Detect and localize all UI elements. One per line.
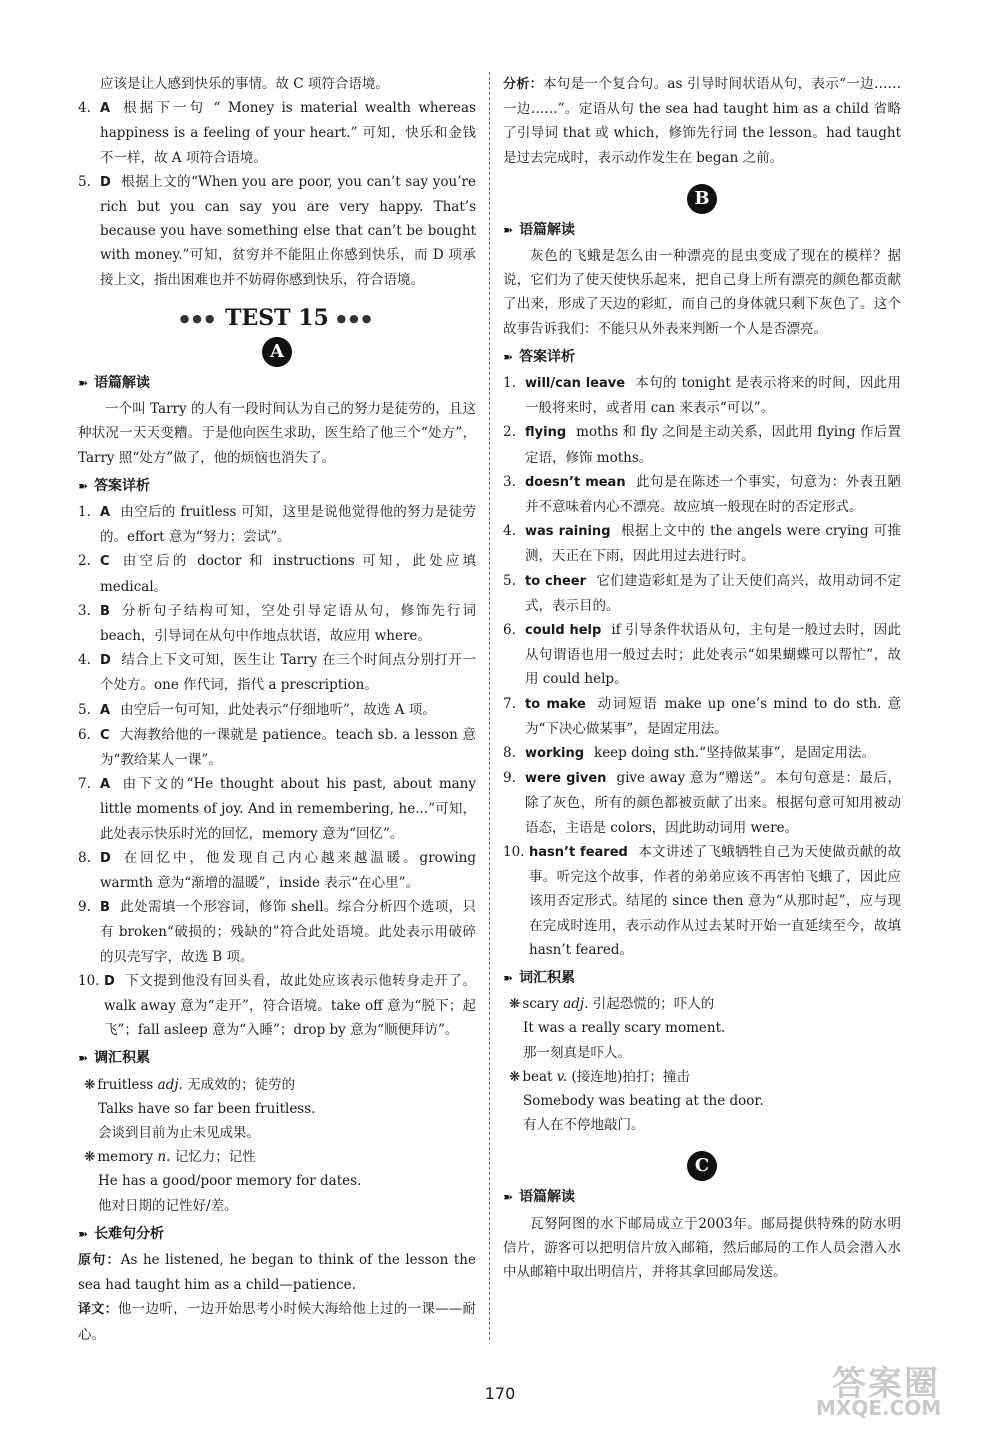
section-heading-text: 语篇解读 xyxy=(519,221,576,238)
vocab-word: beat xyxy=(522,1068,553,1085)
answer-item xyxy=(78,969,476,1043)
right-column xyxy=(503,72,901,1284)
section-arrow-icon: ➽ xyxy=(503,970,514,985)
item-number: 10. xyxy=(78,972,100,989)
reading-summary: 灰色的飞蛾是怎么由一种漂亮的昆虫变成了现在的模样？据说，它们为了使天使快乐起来，把自己身上所有漂亮的颜色都贡献了出来，形成了天边的彩虹，而自己的身体就只剩下灰色了。这个故事告诉我们：不能只从外表来判断一个人是否漂亮。 xyxy=(503,248,901,337)
item-number: 8. xyxy=(503,745,516,762)
answer-item xyxy=(503,470,901,519)
original-sentence xyxy=(78,1248,476,1297)
answer-key: B xyxy=(100,603,110,619)
section-arrow-icon: ➽ xyxy=(78,1051,89,1066)
section-heading-long-sentence xyxy=(78,1222,476,1246)
item-number: 6. xyxy=(503,622,516,639)
answer-item xyxy=(78,96,476,170)
vocab-meaning: 记忆力；记性 xyxy=(174,1149,256,1166)
answer-explanation: keep doing sth.“坚持做某事”，是固定用法。 xyxy=(594,745,875,762)
item-number: 1. xyxy=(78,503,91,520)
vocab-pos: adj. xyxy=(157,1076,183,1093)
section-heading-text: 调汇积累 xyxy=(94,1050,151,1067)
item-number: 6. xyxy=(78,726,91,743)
vocab-meaning: 无成效的；徒劳的 xyxy=(187,1076,296,1093)
translation xyxy=(78,1297,476,1346)
test-heading xyxy=(78,306,476,331)
vocab-example-cn: 有人在不停地敲门。 xyxy=(523,1117,645,1134)
answer-explanation: 本句的 tonight 是表示将来的时间，因此用一般将来时，或者用 can 来表示“可以”。 xyxy=(525,375,901,417)
answer-explanation: 此句是在陈述一个事实，句意为：外表丑陋并不意味着内心不漂亮。故应填一般现在时的否定形式。 xyxy=(525,473,901,516)
vocab-example-cn: 那一刻真是吓人。 xyxy=(523,1044,631,1061)
answer-explanation: 动词短语 make up one’s mind to do sth. 意为“下决心做某事”，是固定用法。 xyxy=(525,695,901,737)
item-number: 3. xyxy=(78,602,91,619)
answer-key: to cheer xyxy=(525,573,587,589)
item-number: 1. xyxy=(503,375,516,392)
vocab-meaning: (接连地)拍打；撞击 xyxy=(571,1068,690,1085)
answer-key: A xyxy=(100,777,111,793)
answer-item xyxy=(503,371,901,420)
star-icon: ❋ xyxy=(509,1068,521,1085)
section-arrow-icon: ➽ xyxy=(503,1190,514,1205)
answer-item xyxy=(78,723,476,772)
star-icon: ❋ xyxy=(84,1149,96,1166)
answer-key: C xyxy=(100,554,110,570)
section-heading-reading xyxy=(78,371,476,395)
analysis-label: 分析： xyxy=(503,77,543,92)
answer-key: A xyxy=(100,101,111,117)
answer-explanation: if 引导条件状语从句，主句是一般过去时，因此从句谓语也用一般过去时；此处表示“如果蝴蝶可以帮忙”，故用 could help。 xyxy=(525,622,902,688)
answer-key: C xyxy=(100,727,110,743)
answer-key: D xyxy=(104,973,115,989)
answer-explanation: 它们建造彩虹是为了让天使们高兴，故用动词不定式，表示目的。 xyxy=(525,572,901,614)
vocab-example: It was a really scary moment. xyxy=(523,1020,726,1037)
vocab-example: Somebody was beating at the door. xyxy=(523,1092,764,1109)
answer-explanation: 根据上文的“When you are poor, you can’t say you’re rich but you can say you are very happy. That’s because you have something else that can’t be bought with money.”可知，贫穷并不能阻止你感到快乐，而 D 项承接上文，指出困难也并不妨碍你感到快乐，符合语境。 xyxy=(100,173,476,288)
watermark-url: MXQE.COM xyxy=(816,1396,942,1420)
passage-badge-a: A xyxy=(262,337,292,367)
test-title: TEST 15 xyxy=(225,304,329,331)
item-number: 10. xyxy=(503,843,525,860)
answer-key: was raining xyxy=(525,524,611,540)
vocab-example: He has a good/poor memory for dates. xyxy=(98,1173,362,1190)
reading-summary: 瓦努阿图的水下邮局成立于2003年。邮局提供特殊的防水明信片，游客可以把明信片放入邮箱，然后邮局的工作人员会潜入水中从邮箱中取出明信片，并将其拿回邮局发送。 xyxy=(503,1215,901,1280)
answer-explanation: 由空后一句可知，此处表示“仔细地听”，故选 A 项。 xyxy=(120,701,436,718)
answer-item xyxy=(503,420,901,469)
section-heading-text: 语篇解读 xyxy=(94,374,151,391)
answer-key: D xyxy=(100,653,111,669)
section-heading-vocab xyxy=(78,1046,476,1070)
passage-badge-c: C xyxy=(687,1151,717,1181)
answer-item xyxy=(78,599,476,648)
answer-explanation: 大海教给他的一课就是 patience。teach sb. a lesson 意为“教给某人一课”。 xyxy=(100,726,476,768)
answer-key: A xyxy=(100,504,111,520)
answer-key: B xyxy=(100,900,110,916)
vocab-example-cn: 他对日期的记性好/差。 xyxy=(98,1197,238,1214)
answer-explanation: give away 意为“赠送”。本句句意是：最后，除了灰色，所有的颜色都被贡献了出来。根据句意可知用被动语态，主语是 colors，因此助动词用 were。 xyxy=(525,770,901,836)
passage-badge-b: B xyxy=(687,184,717,214)
section-heading-reading xyxy=(503,218,901,242)
section-heading-text: 答案详析 xyxy=(94,477,151,494)
answer-item xyxy=(78,895,476,969)
answer-key: working xyxy=(525,746,585,762)
item-number: 3. xyxy=(503,473,516,490)
section-heading-text: 答案详析 xyxy=(519,348,576,365)
vocab-entry xyxy=(503,992,901,1065)
item-number: 9. xyxy=(78,899,91,916)
vocab-headword xyxy=(509,1065,901,1089)
item-number: 2. xyxy=(78,553,91,570)
answer-item xyxy=(78,698,476,723)
original-label: 原句： xyxy=(78,1253,121,1269)
answer-item xyxy=(78,500,476,549)
translation-text: 他一边听，一边开始思考小时候大海给他上过的一课——耐心。 xyxy=(78,1301,476,1343)
section-arrow-icon: ➽ xyxy=(503,349,514,364)
left-column xyxy=(78,72,476,1347)
item-number: 4. xyxy=(503,523,516,540)
item-number: 8. xyxy=(78,849,91,866)
answer-key: could help xyxy=(525,623,602,639)
star-icon: ❋ xyxy=(509,996,521,1013)
section-heading-answers xyxy=(503,345,901,369)
continued-line: 应该是让人感到快乐的事情。故 C 项符合语境。 xyxy=(100,76,389,92)
answer-item xyxy=(78,549,476,598)
vocab-pos: adj. xyxy=(563,996,589,1013)
answer-item xyxy=(503,519,901,568)
vocab-meaning: 引起恐慌的；吓人的 xyxy=(592,996,715,1013)
section-heading-answers xyxy=(78,474,476,498)
answer-item xyxy=(78,648,476,697)
vocab-entry xyxy=(78,1073,476,1146)
answer-item xyxy=(503,618,901,692)
section-heading-reading xyxy=(503,1185,901,1209)
star-icon: ❋ xyxy=(84,1076,96,1093)
answer-key: D xyxy=(100,174,111,190)
vocab-pos: n. xyxy=(157,1149,171,1166)
answer-key: to make xyxy=(525,696,586,712)
answer-item xyxy=(503,741,901,766)
answer-key: will/can leave xyxy=(525,376,626,392)
answer-explanation: 此处需填一个形容词，修饰 shell。综合分析四个选项，只有 broken“破损的；残缺的”符合此处语境。此处表示用破碎的贝壳写字，故选 B 项。 xyxy=(100,899,476,965)
watermark-logo xyxy=(812,1356,990,1422)
vocab-example-cn: 会谈到目前为止未见成果。 xyxy=(98,1125,260,1142)
vocab-word: fruitless xyxy=(97,1076,154,1093)
vocab-headword xyxy=(509,992,901,1016)
page-number: 170 xyxy=(484,1384,516,1403)
item-number: 9. xyxy=(503,770,516,787)
section-heading-vocab xyxy=(503,966,901,990)
vocab-word: memory xyxy=(97,1149,154,1166)
answer-explanation: 分析句子结构可知，空处引导定语从句，修饰先行词 beach，引导词在从句中作地点状语，故应用 where。 xyxy=(100,602,476,644)
item-number: 2. xyxy=(503,424,516,441)
answer-key: D xyxy=(100,850,111,866)
vocab-headword xyxy=(84,1145,476,1169)
answer-key: doesn’t mean xyxy=(525,474,626,490)
analysis-text: 本句是一个复合句。as 引导时间状语从句，表示“一边……一边……”。定语从句 the sea had taught him as a child 省略了引导词 that 或 which，修饰先行词 the lesson。had taught 是过去完成时，表示动作发生在 began 之前。 xyxy=(503,76,901,166)
section-arrow-icon: ➽ xyxy=(78,478,89,493)
answer-item xyxy=(78,170,476,292)
answer-explanation: 由空后的 doctor 和 instructions 可知，此处应填 medical。 xyxy=(100,553,476,595)
answer-item xyxy=(78,846,476,895)
vocab-entry xyxy=(503,1065,901,1138)
answer-explanation: 根据下一句 “ Money is material wealth whereas happiness is a feeling of your heart.” 可知，快乐和金钱不一样，故 A 项符合语境。 xyxy=(100,100,476,166)
answer-explanation: 在回忆中，他发现自己内心越来越温暖。growing warmth 意为“渐增的温暖”，inside 表示“在心里”。 xyxy=(100,849,476,891)
answer-item xyxy=(503,766,901,840)
item-number: 7. xyxy=(78,776,91,793)
title-dots-left: ●●● xyxy=(179,311,218,325)
answer-item xyxy=(503,692,901,741)
vocab-example: Talks have so far been fruitless. xyxy=(98,1100,316,1117)
vocab-pos: v. xyxy=(556,1068,568,1085)
translation-label: 译文： xyxy=(78,1302,118,1318)
answer-explanation: 由下文的“He thought about his past, about many little moments of joy. And in remembering, he...”可知，此处表示快乐时光的回忆，memory 意为“回忆”。 xyxy=(100,776,476,842)
answer-key: hasn’t feared xyxy=(529,844,628,860)
section-heading-text: 词汇积累 xyxy=(519,969,576,986)
title-dots-right: ●●● xyxy=(336,311,375,325)
section-arrow-icon: ➽ xyxy=(78,375,89,390)
vocab-entry xyxy=(78,1145,476,1218)
answer-explanation: 下文提到他没有回头看，故此处应该表示他转身走开了。walk away 意为“走开”，符合语境。take off 意为“脱下；起飞”；fall asleep 意为“入睡”；drop by 意为“顺便拜访”。 xyxy=(104,972,476,1039)
answer-explanation: 由空后的 fruitless 可知，这里是说他觉得他的努力是徒劳的。effort 意为“努力；尝试”。 xyxy=(100,503,476,546)
answer-explanation: 结合上下文可知，医生让 Tarry 在三个时间点分别打开一个处方。one 作代词，指代 a prescription。 xyxy=(100,652,476,694)
item-number: 5. xyxy=(78,173,91,190)
section-heading-text: 语篇解读 xyxy=(519,1189,576,1206)
item-number: 7. xyxy=(503,695,516,712)
answer-item xyxy=(503,569,901,618)
answer-key: flying xyxy=(525,425,567,441)
original-text: As he listened, he began to think of the lesson the sea had taught him as a child—patience. xyxy=(78,1252,476,1294)
section-arrow-icon: ➽ xyxy=(78,1226,89,1241)
column-divider xyxy=(489,72,490,1340)
answer-explanation: 根据上文中的 the angels were crying 可推测，天正在下雨，因此用过去进行时。 xyxy=(525,523,901,565)
watermark-text: 答案圈 xyxy=(832,1364,940,1404)
section-arrow-icon: ➽ xyxy=(503,222,514,237)
section-heading-text: 长难句分析 xyxy=(94,1225,165,1242)
answer-key: were given xyxy=(525,771,607,787)
item-number: 4. xyxy=(78,100,91,117)
answer-key: A xyxy=(100,702,111,718)
vocab-word: scary xyxy=(522,996,559,1013)
item-number: 5. xyxy=(78,701,91,718)
answer-explanation: moths 和 fly 之间是主动关系，因此用 flying 作后置定语，修饰 moths。 xyxy=(525,424,901,466)
analysis xyxy=(503,72,901,170)
reading-summary: 一个叫 Tarry 的人有一段时间认为自己的努力是徒劳的，且这种状况一天天变糟。于是他向医生求助，医生给了他三个“处方”，Tarry 照“处方”做了，他的烦恼也消失了。 xyxy=(78,401,476,466)
vocab-headword xyxy=(84,1073,476,1097)
answer-item xyxy=(503,840,901,962)
answer-item xyxy=(78,772,476,846)
answer-explanation: 本文讲述了飞蛾牺牲自己为天使做贡献的故事。听完这个故事，作者的弟弟应该不再害怕飞蛾了，因此应该用否定形式。结尾的 since then 意为“从那时起”，应与现在完成时连用，表示动作从过去某时开始一直延续至今，故填 hasn’t feared。 xyxy=(529,843,902,958)
item-number: 5. xyxy=(503,572,516,589)
item-number: 4. xyxy=(78,652,91,669)
